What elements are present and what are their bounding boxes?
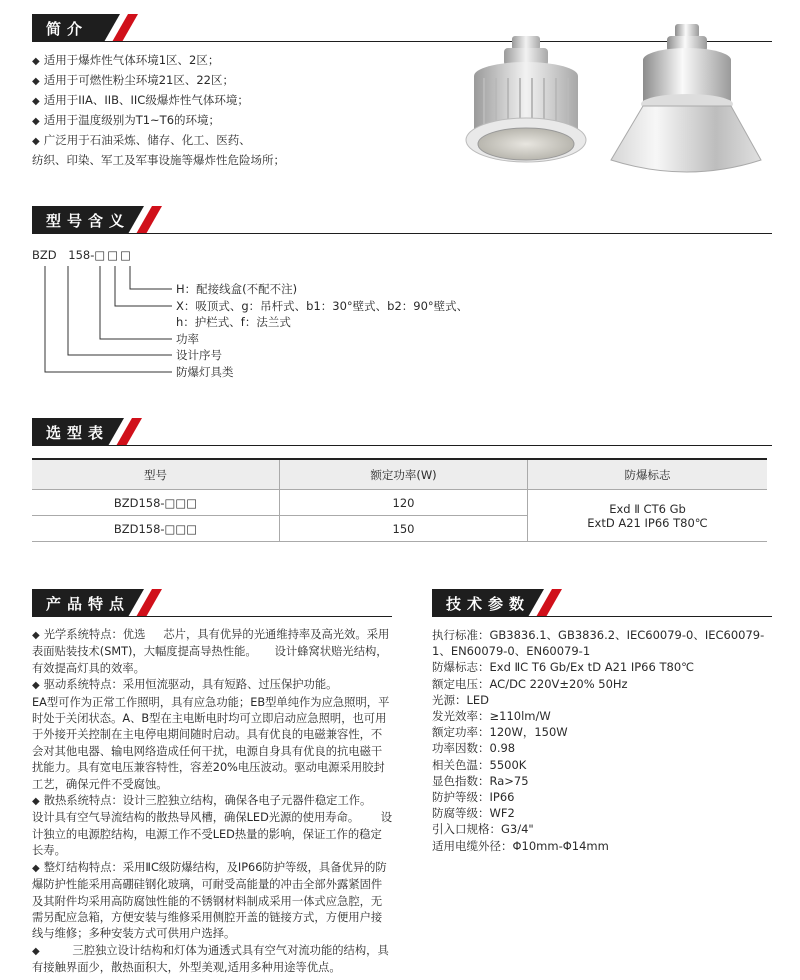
list-item: ◆ 适用于IIA、IIB、IIC级爆炸性气体环境； xyxy=(32,93,249,107)
spec-line: 光源：LED xyxy=(432,692,490,707)
col-power: 额定功率(W) xyxy=(280,459,528,490)
cell-power: 150 xyxy=(280,516,528,542)
cell-model: BZD158-□□□ xyxy=(32,516,280,542)
list-item: ◆ 适用于温度级别为T1~T6的环境； xyxy=(32,113,221,127)
list-item: ◆ 适用于爆炸性气体环境1区、2区； xyxy=(32,53,220,67)
spec-line: 防腐等级：WF2 xyxy=(432,806,515,821)
model-number: 158- xyxy=(68,248,95,262)
feature-paragraph: EA型可作为正常工作照明，具有应急功能；EB型单纯作为应急照明，平时处于关闭状态。A、B型在主电断电时均可立即启动应急照明，也可用于外接开关控制在主电停电期间随时启动。具有优良的电磁兼容性，不会对其他电器、输电网络造成任何干扰，电源自身具有优良的抗电磁干扰能力。具有宽电压兼容特性，容差20%电压波动。驱动电源采用胶封工艺，确保元件不受腐蚀。 xyxy=(32,695,390,791)
spec-line: 额定电压：AC/DC 220V±20% 50Hz xyxy=(432,676,628,691)
table-header-row xyxy=(32,459,767,490)
model-boxes: □□□ xyxy=(94,248,133,262)
list-item-continuation: 纺织、印染、军工及军事设施等爆炸性危险场所； xyxy=(32,153,285,167)
cell-model: BZD158-□□□ xyxy=(32,490,280,516)
section-title: 产品特点 xyxy=(46,595,131,613)
section-header-select xyxy=(32,418,772,446)
spec-line: 执行标准：GB3836.1、GB3836.2、IEC60079-0、IEC60079- xyxy=(432,628,765,642)
model-labels xyxy=(176,281,646,380)
label-x: X：吸顶式、g：吊杆式、b1：30°壁式、b2：90°壁式、 xyxy=(176,298,469,313)
feature-item: ◆ 驱动系统特点：采用恒流驱动，具有短路、过压保护功能。 xyxy=(32,678,338,692)
diamond-bullet-icon: ◆ xyxy=(32,680,40,692)
section-title: 技术参数 xyxy=(446,595,531,613)
section-title: 型号含义 xyxy=(46,212,131,230)
feature-item: ◆ 整灯结构特点：采用ⅡC级防爆结构，及IP66防护等级，具备优异的防爆防护性能采用高硼硅钢化玻璃，可耐受高能量的冲击全部外露紧固件及其附件均采用高防腐蚀性能的不锈钢材料制成采用一体式应急腔，无需另配应急箱，方便安装与维修采用侧腔开盖的链接方式，方便用户接线与维修；多种安装方式可供用户选择。 xyxy=(32,860,387,941)
cell-mark: Exd Ⅱ CT6 Gb ExtD A21 IP66 T80℃ xyxy=(528,490,768,542)
label-h2: h：护栏式、f：法兰式 xyxy=(176,315,291,329)
section-header-tech xyxy=(432,589,772,617)
spec-line: 引入口规格：G3/4" xyxy=(432,822,534,837)
feature-item: ◆ 散热系统特点：设计三腔独立结构，确保各电子元器件稳定工作。 设计具有空气导流结构的散热导风槽，确保LED光源的使用寿命。 设计独立的电源腔结构，电源工作不受LED热量的影响，保证工作的稳定长寿。 xyxy=(32,794,393,858)
feature-item: ◆ 光学系统特点：优选 芯片，具有优异的光通维持率及高光效。采用表面贴装技术(SMT)，大幅度提高导热性能。 设计蜂窝状赔光结构，有效提高灯具的效率。 xyxy=(32,628,390,675)
diamond-bullet-icon: ◆ xyxy=(32,96,40,107)
cell-power: 120 xyxy=(280,490,528,516)
diamond-bullet-icon: ◆ xyxy=(32,136,40,147)
header-rule xyxy=(32,445,772,446)
label-power: 功率 xyxy=(176,331,199,346)
spec-line: 相关色温：5500K xyxy=(432,757,527,772)
model-prefix: BZD xyxy=(32,248,57,262)
selection-table xyxy=(32,458,767,542)
col-model: 型号 xyxy=(32,459,280,490)
spec-line: 1、EN60079-0、EN60079-1 xyxy=(432,644,591,659)
spec-line: 防护等级：IP66 xyxy=(432,790,515,805)
spec-line: 防爆标志：Exd ⅡC T6 Gb/Ex tD A21 IP66 T80℃ xyxy=(432,660,695,675)
features-body xyxy=(32,627,392,977)
diamond-bullet-icon: ◆ xyxy=(32,862,40,874)
diamond-bullet-icon: ◆ xyxy=(32,630,40,641)
diamond-bullet-icon: ◆ xyxy=(32,116,40,127)
header-rule xyxy=(32,616,392,617)
spec-line: 发光效率：≥110lm/W xyxy=(432,709,551,724)
section-header-features xyxy=(32,589,392,617)
table-row xyxy=(32,490,767,516)
spec-line: 适用电缆外径：Φ10mm-Φ14mm xyxy=(432,838,609,853)
tech-specs xyxy=(432,627,772,854)
spec-line: 额定功率：120W，150W xyxy=(432,725,568,740)
list-item: ◆ 广泛用于石油采炼、储存、化工、医药、 xyxy=(32,133,251,147)
list-item: ◆ 适用于可燃性粉尘环境21区、22区； xyxy=(32,73,234,87)
diamond-bullet-icon: ◆ xyxy=(32,56,40,67)
label-design: 设计序号 xyxy=(176,348,222,362)
section-title: 选型表 xyxy=(46,424,110,442)
spec-line: 显色指数：Ra>75 xyxy=(432,773,529,788)
section-title: 简介 xyxy=(46,20,89,38)
header-rule xyxy=(432,616,772,617)
feature-item: ◆ 三腔独立设计结构和灯体为通透式具有空气对流功能的结构，具有接触界面少，散热面积大，外型美观,适用多种用途等优点。 xyxy=(32,943,389,975)
col-mark: 防爆标志 xyxy=(528,459,768,490)
diamond-bullet-icon: ◆ xyxy=(32,796,40,808)
diamond-bullet-icon: ◆ xyxy=(32,76,40,87)
diamond-bullet-icon: ◆ xyxy=(32,945,40,957)
label-h: H：配接线盒(不配不注) xyxy=(176,282,298,296)
label-type: 防爆灯具类 xyxy=(176,364,234,379)
spec-line: 功率因数：0.98 xyxy=(432,741,516,756)
